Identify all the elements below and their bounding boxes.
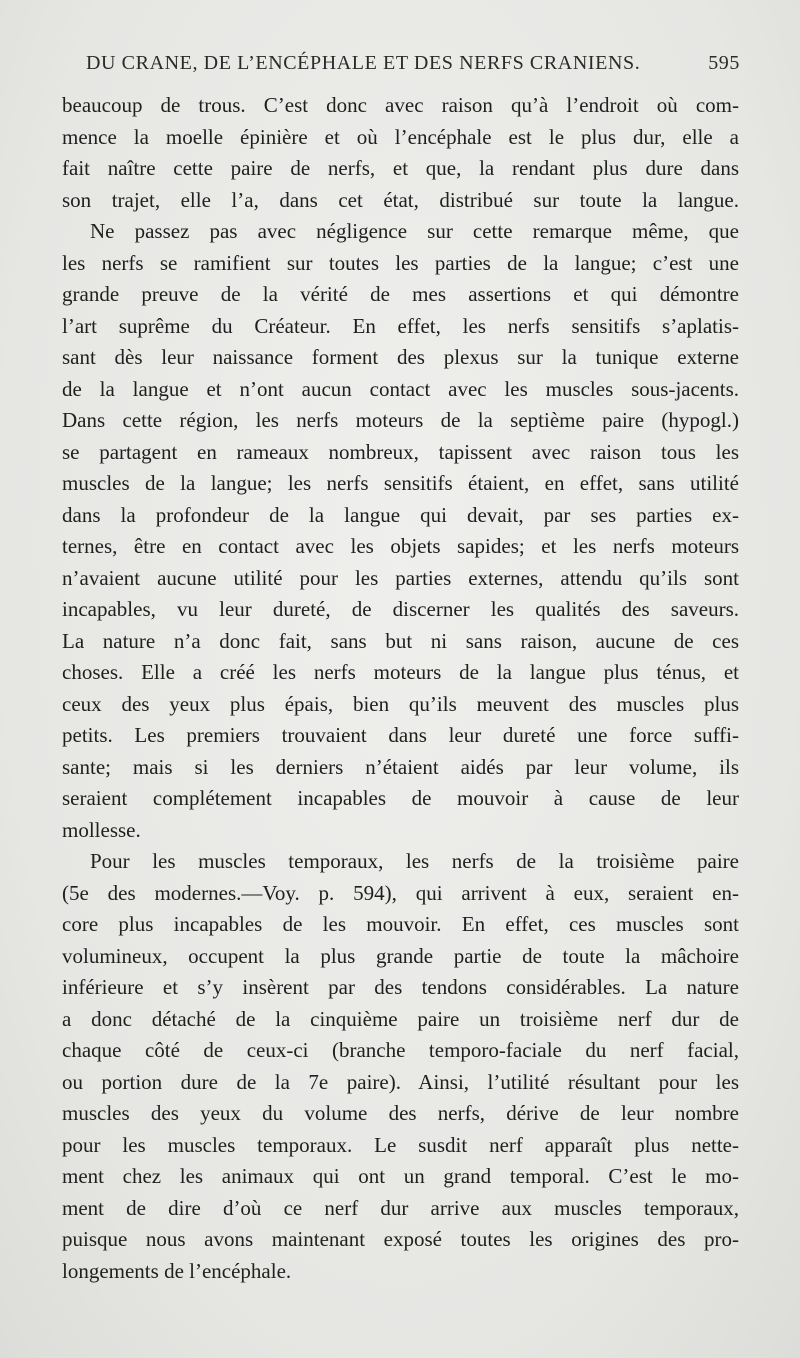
text-line: ou portion dure de la 7e paire). Ainsi, l’utilité résultant pour les (62, 1069, 739, 1094)
text-line: beaucoup de trous. C’est donc avec raison qu’à l’endroit où com- (62, 93, 739, 117)
body-text (62, 90, 739, 1287)
text-line: longements de l’encéphale. (62, 1258, 292, 1283)
text-line: ment de dire d’où ce nerf dur arrive aux muscles temporaux, (62, 1195, 739, 1220)
text-line: l’art suprême du Créateur. En effet, les nerfs sensitifs s’aplatis- (62, 313, 739, 338)
text-line: ment chez les animaux qui ont un grand temporal. C’est le mo- (62, 1164, 739, 1188)
text-line: fait naître cette paire de nerfs, et que, la rendant plus dure dans (62, 156, 739, 180)
text-line: seraient complétement incapables de mouvoir à cause de leur (62, 786, 739, 810)
text-line: sant dès leur naissance forment des plexus sur la tunique externe (62, 345, 739, 369)
text-line: core plus incapables de les mouvoir. En effet, ces muscles sont (62, 912, 739, 936)
text-line: a donc détaché de la cinquième paire un troisième nerf dur de (62, 1006, 739, 1031)
text-line: muscles de la langue; les nerfs sensitifs étaient, en effet, sans utilité (62, 471, 739, 495)
text-line: ceux des yeux plus épais, bien qu’ils meuvent des muscles plus (62, 691, 739, 716)
text-line: mence la moelle épinière et où l’encéphale est le plus dur, elle a (62, 124, 739, 149)
text-line: Pour les muscles temporaux, les nerfs de la troisième paire (90, 849, 739, 873)
text-line: (5e des modernes.—Voy. p. 594), qui arrivent à eux, seraient en- (62, 880, 739, 905)
text-line: muscles des yeux du volume des nerfs, dérive de leur nombre (62, 1101, 739, 1125)
text-line: chaque côté de ceux-ci (branche temporo-faciale du nerf facial, (62, 1038, 739, 1062)
text-line: Dans cette région, les nerfs moteurs de la septième paire (hypogl.) (62, 408, 739, 432)
text-line: ternes, être en contact avec les objets sapides; et les nerfs moteurs (62, 534, 739, 558)
text-line: choses. Elle a créé les nerfs moteurs de la langue plus ténus, et (62, 660, 739, 684)
text-line: son trajet, elle l’a, dans cet état, distribué sur toute la langue. (62, 187, 739, 212)
text-line: dans la profondeur de la langue qui devait, par ses parties ex- (62, 502, 739, 527)
text-line: les nerfs se ramifient sur toutes les parties de la langue; c’est une (62, 250, 739, 275)
text-line: pour les muscles temporaux. Le susdit nerf apparaît plus nette- (62, 1132, 739, 1157)
text-line: petits. Les premiers trouvaient dans leur dureté une force suffi- (62, 723, 739, 747)
text-line: sante; mais si les derniers n’étaient aidés par leur volume, ils (62, 754, 739, 779)
text-line: La nature n’a donc fait, sans but ni sans raison, aucune de ces (62, 628, 739, 653)
text-line: grande preuve de la vérité de mes assertions et qui démontre (62, 282, 739, 306)
text-line: de la langue et n’ont aucun contact avec les muscles sous-jacents. (62, 376, 739, 401)
text-line: mollesse. (62, 817, 141, 842)
text-line: puisque nous avons maintenant exposé toutes les origines des pro- (62, 1227, 739, 1251)
text-line: Ne passez pas avec négligence sur cette remarque même, que (90, 219, 739, 243)
page-number: 595 (708, 52, 740, 74)
running-head (86, 52, 740, 82)
text-line: inférieure et s’y insèrent par des tendons considérables. La nature (62, 975, 739, 999)
text-line: se partagent en rameaux nombreux, tapissent avec raison tous les (62, 439, 739, 464)
text-line: n’avaient aucune utilité pour les parties externes, attendu qu’ils sont (62, 565, 739, 590)
running-head-title: DU CRANE, DE L’ENCÉPHALE ET DES NERFS CRANIENS. (86, 52, 641, 74)
text-line: incapables, vu leur dureté, de discerner les qualités des saveurs. (62, 597, 739, 621)
text-line: volumineux, occupent la plus grande partie de toute la mâchoire (62, 943, 739, 968)
